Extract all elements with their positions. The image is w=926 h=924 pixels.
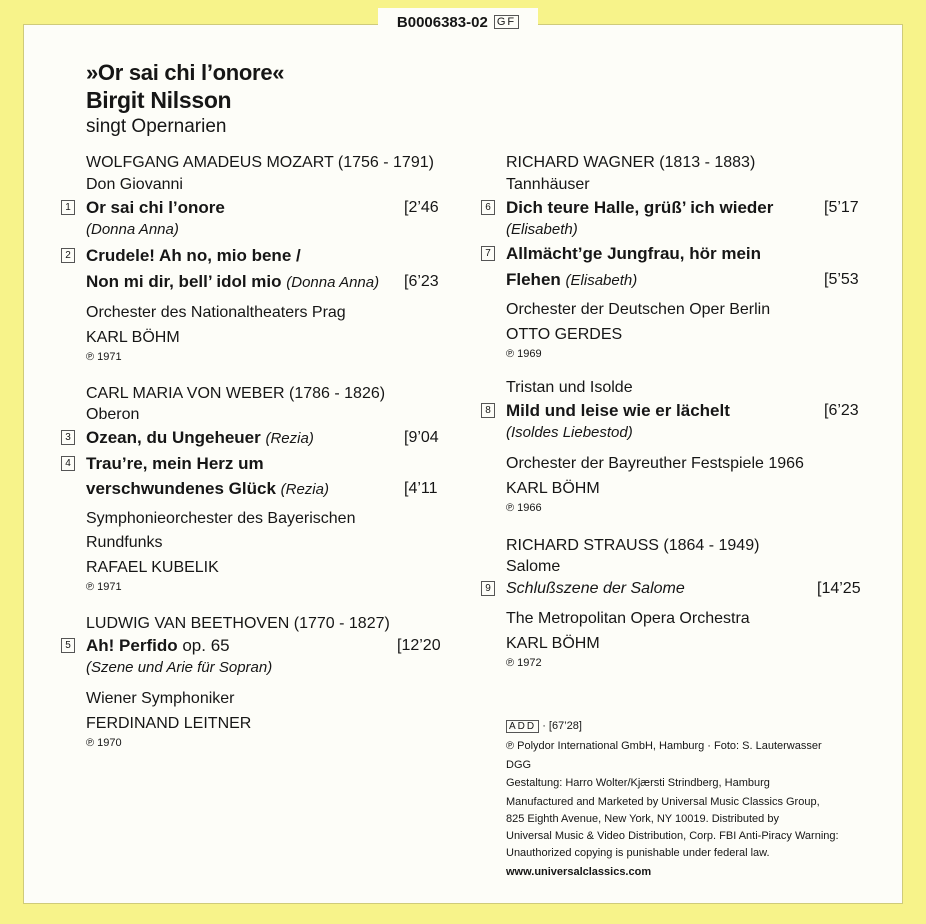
track-title-text: Ozean, du Ungeheuer (86, 428, 261, 447)
track-duration: [6’23 (404, 273, 439, 290)
composer-wagner (506, 154, 755, 172)
conductor: RAFAEL KUBELIK (86, 559, 219, 576)
track-title: Mild und leise wie er lächelt (506, 401, 730, 420)
track-role: (Donna Anna) (86, 221, 179, 238)
track-opus: op. 65 (182, 636, 230, 655)
composer-name: LUDWIG VAN BEETHOVEN (86, 615, 290, 632)
catalog-number: B0006383-02 (396, 13, 488, 31)
orchestra: Wiener Symphoniker (86, 690, 235, 707)
composer-mozart (86, 154, 434, 172)
track-title: Or sai chi l’onore (86, 198, 225, 217)
design-credit: Gestaltung: Harro Wolter/Kjærsti Strindberg, Hamburg (506, 777, 770, 789)
copyright-line: ℗ Polydor International GmbH, Hamburg · Foto: S. Lauterwasser (506, 740, 822, 752)
track-number: 9 (481, 581, 495, 596)
track-number: 7 (481, 246, 495, 261)
track-role: (Rezia) (265, 430, 314, 447)
album-subtitle: singt Opernarien (86, 116, 227, 137)
track-duration: [2’46 (404, 199, 439, 216)
label-name: DGG (506, 759, 532, 771)
phonogram-year: ℗ 1971 (86, 581, 122, 593)
track-title-text: verschwundenes Glück (86, 479, 276, 498)
total-time: · [67’28] (542, 720, 582, 732)
track-role: (Elisabeth) (565, 272, 638, 289)
orchestra-line1: Symphonieorchester des Bayerischen (86, 510, 356, 527)
track-number: 3 (61, 430, 75, 445)
orchestra: Orchester der Deutschen Oper Berlin (506, 301, 771, 318)
track-number: 1 (61, 200, 75, 215)
total-time-line (506, 718, 582, 735)
track-number: 4 (61, 456, 75, 471)
track-role: (Rezia) (280, 481, 329, 498)
gf-code-box: GF (494, 15, 519, 29)
catalog-code (378, 8, 538, 36)
orchestra: Orchester der Bayreuther Festspiele 1966 (506, 455, 804, 472)
track-title-text: Non mi dir, bell’ idol mio (86, 272, 282, 291)
track-title-line2 (86, 272, 379, 292)
work-title: Don Giovanni (86, 176, 183, 193)
phonogram-year: ℗ 1971 (86, 351, 122, 363)
composer-strauss (506, 537, 759, 555)
conductor: OTTO GERDES (506, 326, 623, 343)
composer-name: WOLFGANG AMADEUS MOZART (86, 154, 334, 171)
album-title: »Or sai chi l’onore« (86, 60, 285, 85)
track-title-line (86, 636, 230, 656)
composer-years: (1756 - 1791) (337, 154, 434, 171)
track-number: 6 (481, 200, 495, 215)
artist-name: Birgit Nilsson (86, 87, 232, 113)
track-title-line1: Crudele! Ah no, mio bene / (86, 246, 301, 265)
conductor: FERDINAND LEITNER (86, 715, 252, 732)
manufacturer-line1: Manufactured and Marketed by Universal Music Classics Group, (506, 796, 820, 808)
phonogram-year: ℗ 1966 (506, 502, 542, 514)
composer-name: RICHARD WAGNER (506, 154, 655, 171)
track-title-line (86, 428, 314, 448)
track-duration: [14’25 (817, 580, 861, 597)
orchestra-line2: Rundfunks (86, 534, 163, 551)
composer-beethoven (86, 615, 390, 633)
track-title-text: Ah! Perfido (86, 636, 178, 655)
composer-years: (1770 - 1827) (293, 615, 390, 632)
track-duration: [6’23 (824, 402, 859, 419)
composer-name: CARL MARIA VON WEBER (86, 385, 285, 402)
track-duration: [5’17 (824, 199, 859, 216)
track-duration: [5’53 (824, 271, 859, 288)
track-title-line1: Trau’re, mein Herz um (86, 454, 264, 473)
track-number: 5 (61, 638, 75, 653)
work-title: Oberon (86, 406, 140, 423)
track-duration: [12’20 (397, 637, 441, 654)
conductor: KARL BÖHM (86, 329, 180, 346)
phonogram-year: ℗ 1969 (506, 348, 542, 360)
track-role: (Isoldes Liebestod) (506, 424, 633, 441)
composer-years: (1786 - 1826) (289, 385, 386, 402)
track-title: Dich teure Halle, grüß’ ich wieder (506, 198, 774, 217)
track-title-text: Flehen (506, 270, 561, 289)
composer-name: RICHARD STRAUSS (506, 537, 659, 554)
orchestra: The Metropolitan Opera Orchestra (506, 610, 750, 627)
manufacturer-line4: Unauthorized copying is punishable under federal law. (506, 847, 770, 859)
composer-years: (1813 - 1883) (659, 154, 756, 171)
work-title: Tannhäuser (506, 176, 590, 193)
track-role: (Elisabeth) (506, 221, 578, 238)
manufacturer-line3: Universal Music & Video Distribution, Corp. FBI Anti-Piracy Warning: (506, 830, 839, 842)
conductor: KARL BÖHM (506, 635, 600, 652)
track-title-line2 (86, 479, 329, 499)
manufacturer-line2: 825 Eighth Avenue, New York, NY 10019. Distributed by (506, 813, 779, 825)
track-duration: [4’11 (404, 480, 438, 497)
track-duration: [9’04 (404, 429, 439, 446)
track-title: Schlußszene der Salome (506, 580, 685, 597)
composer-years: (1864 - 1949) (663, 537, 760, 554)
website-link[interactable]: www.universalclassics.com (506, 866, 652, 878)
phonogram-year: ℗ 1970 (86, 737, 122, 749)
orchestra: Orchester des Nationaltheaters Prag (86, 304, 346, 321)
add-code-box: ADD (506, 720, 539, 733)
conductor: KARL BÖHM (506, 480, 600, 497)
work-title: Tristan und Isolde (506, 379, 633, 396)
track-number: 8 (481, 403, 495, 418)
track-role: (Szene und Arie für Sopran) (86, 659, 273, 676)
track-role: (Donna Anna) (286, 274, 380, 291)
work-title: Salome (506, 558, 561, 575)
track-title-line1: Allmächt’ge Jungfrau, hör mein (506, 244, 762, 263)
composer-weber (86, 385, 385, 403)
track-number: 2 (61, 248, 75, 263)
phonogram-year: ℗ 1972 (506, 657, 542, 669)
track-title-line2 (506, 270, 637, 290)
